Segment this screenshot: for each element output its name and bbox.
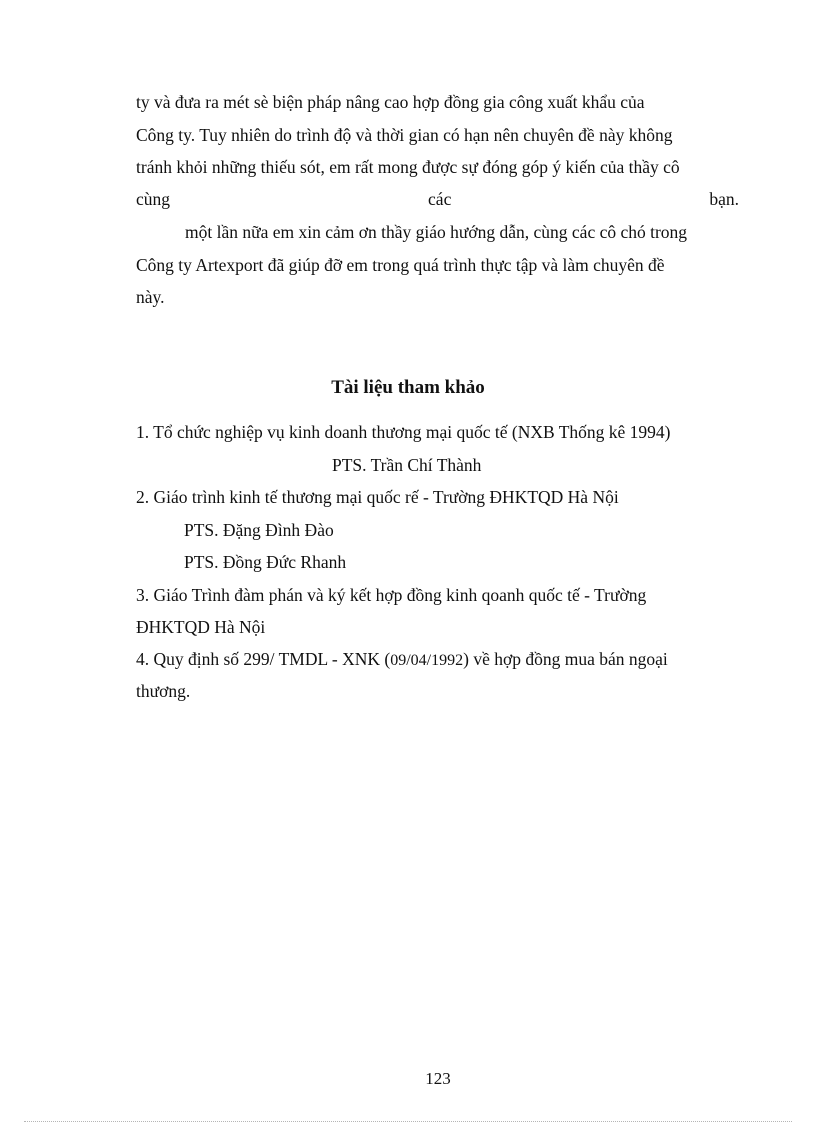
reference-4-date: 09/04/1992 [390,652,464,669]
footer-dotted-rule [24,1121,792,1122]
paragraph-2-line-2: Công ty Artexport đã giúp đỡ em trong quá trình thực tập và làm chuyên đề [136,255,665,275]
reference-3-line-2: ĐHKTQD Hà Nội [136,617,266,637]
reference-1-author: PTS. Trần Chí Thành [332,455,482,475]
reference-3-line-1: 3. Giáo Trình đàm phán và ký kết hợp đồng kinh qoanh quốc tế - Trường [136,585,647,605]
paragraph-1-line-3: tránh khỏi những thiếu sót, em rất mong được sự đóng góp ý kiến của thầy cô [136,157,680,177]
reference-4-after: ) về hợp đồng mua bán ngoại [463,649,668,669]
page-number: 123 [425,1069,451,1088]
reference-4-line-2: thương. [136,681,191,701]
reference-1: 1. Tổ chức nghiệp vụ kinh doanh thương mại quốc tế (NXB Thống kê 1994) [136,422,671,442]
paragraph-1-line-4 [136,188,739,210]
reference-2-author-1: PTS. Đặng Đình Đào [184,520,334,540]
word-cac: các [428,189,452,209]
reference-2: 2. Giáo trình kinh tế thương mại quốc rế - Trường ĐHKTQD Hà Nội [136,487,619,507]
paragraph-2-line-3: này. [136,287,165,307]
reference-4-before: 4. Quy định số 299/ TMDL - XNK ( [136,649,391,669]
paragraph-2-line-1: một lần nữa em xin cảm ơn thầy giáo hướng dẫn, cùng các cô chó trong [185,222,688,242]
word-ban: bạn. [709,189,739,209]
paragraph-1-line-2: Công ty. Tuy nhiên do trình độ và thời gian có hạn nên chuyên đề này không [136,125,673,145]
word-cung: cùng [136,189,171,209]
reference-4-line-1 [136,648,739,672]
paragraph-1-line-1: ty và đưa ra mét sè biện pháp nâng cao hợp đồng gia công xuất khẩu của [136,92,645,112]
references-title: Tài liệu tham khảo [331,377,485,398]
reference-2-author-2: PTS. Đồng Đức Rhanh [184,552,347,572]
